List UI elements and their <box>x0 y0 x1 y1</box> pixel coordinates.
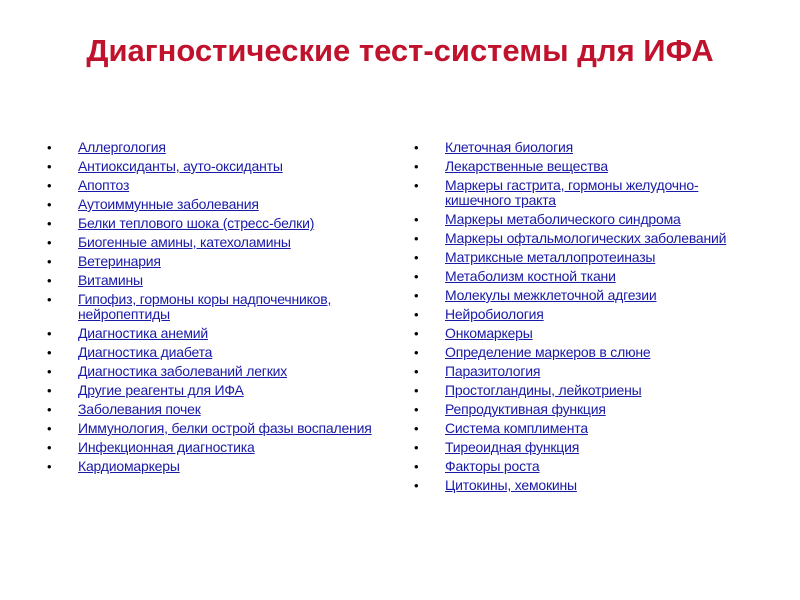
category-link[interactable]: Диагностика анемий <box>78 325 209 341</box>
list-item <box>47 326 382 341</box>
list-item <box>47 459 382 474</box>
list-item <box>47 292 382 322</box>
category-link[interactable]: Другие реагенты для ИФА <box>78 382 244 398</box>
category-link[interactable]: Определение маркеров в слюне <box>445 344 651 360</box>
category-link[interactable]: Аутоиммунные заболевания <box>78 196 259 212</box>
category-link[interactable]: Молекулы межклеточной адгезии <box>445 287 657 303</box>
category-link[interactable]: Кардиомаркеры <box>78 458 180 474</box>
list-item <box>47 364 382 379</box>
category-link[interactable]: Лекарственные вещества <box>445 158 608 174</box>
category-link[interactable]: Маркеры гастрита, гормоны желудочно-кишечного тракта <box>445 177 699 208</box>
list-item <box>414 212 749 227</box>
list-item <box>47 421 382 436</box>
list-item <box>414 269 749 284</box>
left-link-list <box>47 140 382 478</box>
list-item <box>47 159 382 174</box>
category-link[interactable]: Ветеринария <box>78 253 161 269</box>
list-item <box>414 383 749 398</box>
category-link[interactable]: Гипофиз, гормоны коры надпочечников, нейропептиды <box>78 291 332 322</box>
list-item <box>414 345 749 360</box>
category-link[interactable]: Система комплимента <box>445 420 588 436</box>
list-item <box>47 273 382 288</box>
category-link[interactable]: Заболевания почек <box>78 401 201 417</box>
category-link[interactable]: Витамины <box>78 272 143 288</box>
list-item <box>47 383 382 398</box>
list-item <box>414 159 749 174</box>
category-link[interactable]: Онкомаркеры <box>445 325 533 341</box>
list-item <box>414 178 749 208</box>
category-link[interactable]: Диагностика диабета <box>78 344 213 360</box>
list-item <box>47 402 382 417</box>
right-link-list <box>414 140 749 497</box>
category-link[interactable]: Иммунология, белки острой фазы воспаления <box>78 420 372 436</box>
slide-title: Диагностические тест-системы для ИФА <box>86 33 714 68</box>
category-link[interactable]: Метаболизм костной ткани <box>445 268 616 284</box>
category-link[interactable]: Клеточная биология <box>445 139 573 155</box>
list-item <box>414 250 749 265</box>
category-link[interactable]: Маркеры офтальмологических заболеваний <box>445 230 727 246</box>
category-link[interactable]: Факторы роста <box>445 458 540 474</box>
category-link[interactable]: Тиреоидная функция <box>445 439 580 455</box>
category-link[interactable]: Антиоксиданты, ауто-оксиданты <box>78 158 283 174</box>
list-item <box>47 197 382 212</box>
category-link[interactable]: Биогенные амины, катехоламины <box>78 234 291 250</box>
list-item <box>414 402 749 417</box>
category-link[interactable]: Простогландины, лейкотриены <box>445 382 642 398</box>
list-item <box>414 421 749 436</box>
list-item <box>47 140 382 155</box>
list-item <box>414 326 749 341</box>
list-item <box>47 235 382 250</box>
list-item <box>47 254 382 269</box>
category-link[interactable]: Цитокины, хемокины <box>445 477 577 493</box>
list-item <box>47 345 382 360</box>
list-item <box>414 231 749 246</box>
category-link[interactable]: Паразитология <box>445 363 541 379</box>
category-link[interactable]: Репродуктивная функция <box>445 401 606 417</box>
list-item <box>414 440 749 455</box>
list-item <box>47 440 382 455</box>
list-item <box>47 216 382 231</box>
category-link[interactable]: Матриксные металлопротеиназы <box>445 249 656 265</box>
list-item <box>47 178 382 193</box>
category-link[interactable]: Инфекционная диагностика <box>78 439 255 455</box>
list-item <box>414 307 749 322</box>
category-link[interactable]: Белки теплового шока (стресс-белки) <box>78 215 315 231</box>
category-link[interactable]: Аллергология <box>78 139 166 155</box>
list-item <box>414 140 749 155</box>
list-item <box>414 459 749 474</box>
list-item <box>414 364 749 379</box>
list-item <box>414 478 749 493</box>
category-link[interactable]: Нейробиология <box>445 306 544 322</box>
category-link[interactable]: Диагностика заболеваний легких <box>78 363 288 379</box>
category-link[interactable]: Апоптоз <box>78 177 130 193</box>
list-item <box>414 288 749 303</box>
category-link[interactable]: Маркеры метаболического синдрома <box>445 211 681 227</box>
